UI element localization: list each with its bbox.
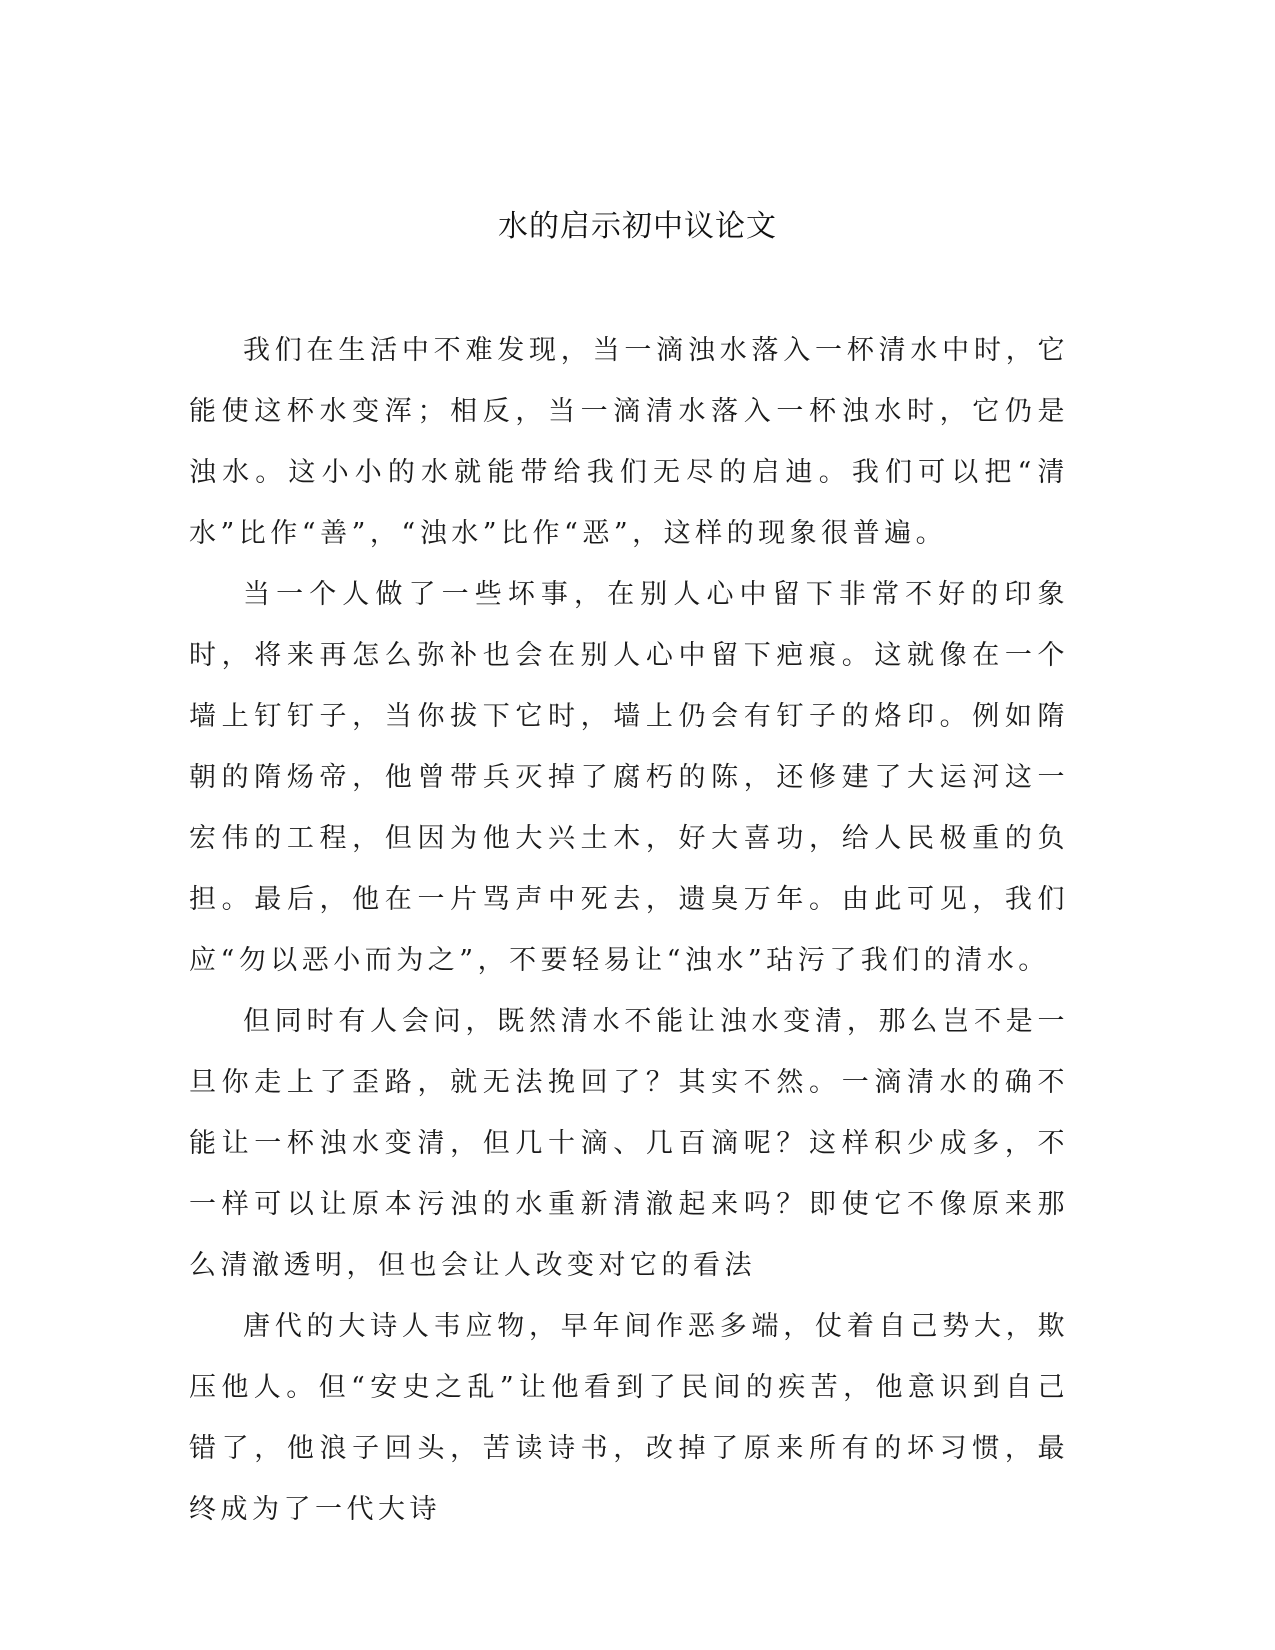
document-title: 水的启示初中议论文 [498,209,777,244]
document-body [189,320,1069,1540]
paragraph-4: 唐代的大诗人韦应物，早年间作恶多端，仗着自己势大，欺压他人。但“安史之乱”让他看到了民间的疾苦，他意识到自己错了，他浪子回头，苦读诗书，改掉了原来所有的坏习惯，最终成为了一代大诗 [189,1311,1069,1525]
paragraph-2: 当一个人做了一些坏事，在别人心中留下非常不好的印象时，将来再怎么弥补也会在别人心中留下疤痕。这就像在一个墙上钉钉子，当你拔下它时，墙上仍会有钉子的烙印。例如隋朝的隋炀帝，他曾带兵灭掉了腐朽的陈，还修建了大运河这一宏伟的工程，但因为他大兴土木，好大喜功，给人民极重的负担。最后，他在一片骂声中死去，遗臭万年。由此可见，我们应“勿以恶小而为之”，不要轻易让“浊水”玷污了我们的清水。 [189,579,1069,976]
paragraph-3: 但同时有人会问，既然清水不能让浊水变清，那么岂不是一旦你走上了歪路，就无法挽回了？其实不然。一滴清水的确不能让一杯浊水变清，但几十滴、几百滴呢？这样积少成多，不一样可以让原本污浊的水重新清澈起来吗？即使它不像原来那么清澈透明，但也会让人改变对它的看法 [189,1006,1069,1281]
paragraph-1: 我们在生活中不难发现，当一滴浊水落入一杯清水中时，它能使这杯水变浑；相反，当一滴清水落入一杯浊水时，它仍是浊水。这小小的水就能带给我们无尽的启迪。我们可以把“清水”比作“善”，“浊水”比作“恶”，这样的现象很普遍。 [189,335,1069,549]
